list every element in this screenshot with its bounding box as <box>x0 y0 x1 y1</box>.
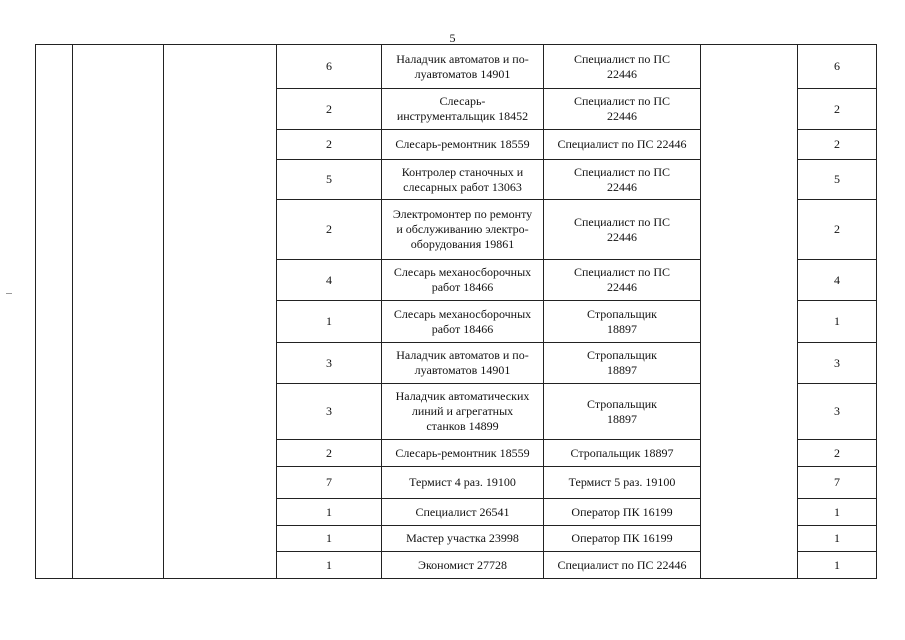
merged-cell-col1 <box>36 45 73 579</box>
page-number: 5 <box>449 31 456 45</box>
target-profession-cell: Оператор ПК 16199 <box>544 526 701 552</box>
target-profession-cell: Специалист по ПС 22446 <box>544 45 701 89</box>
profession-cell: Наладчик автоматов и по- луавтоматов 14901 <box>382 343 544 384</box>
count-cell: 1 <box>277 552 382 579</box>
total-cell: 1 <box>798 526 877 552</box>
target-profession-cell: Стропальщик 18897 <box>544 440 701 467</box>
total-cell: 3 <box>798 343 877 384</box>
total-cell: 2 <box>798 89 877 130</box>
profession-cell: Слесарь механосборочных работ 18466 <box>382 301 544 343</box>
profession-cell: Термист 4 раз. 19100 <box>382 467 544 499</box>
count-cell: 1 <box>277 301 382 343</box>
target-profession-cell: Специалист по ПС 22446 <box>544 160 701 200</box>
merged-cell-col7 <box>701 45 798 579</box>
margin-mark <box>6 293 12 294</box>
count-cell: 2 <box>277 130 382 160</box>
retraining-table <box>35 44 877 579</box>
count-cell: 1 <box>277 526 382 552</box>
count-cell: 2 <box>277 200 382 260</box>
merged-cell-col2 <box>73 45 164 579</box>
target-profession-cell: Специалист по ПС 22446 <box>544 200 701 260</box>
count-cell: 5 <box>277 160 382 200</box>
target-profession-cell: Стропальщик 18897 <box>544 343 701 384</box>
table-row <box>36 45 877 89</box>
profession-cell: Слесарь- инструментальщик 18452 <box>382 89 544 130</box>
profession-cell: Мастер участка 23998 <box>382 526 544 552</box>
total-cell: 6 <box>798 45 877 89</box>
profession-cell: Слесарь-ремонтник 18559 <box>382 440 544 467</box>
target-profession-cell: Специалист по ПС 22446 <box>544 260 701 301</box>
count-cell: 3 <box>277 384 382 440</box>
total-cell: 1 <box>798 552 877 579</box>
target-profession-cell: Стропальщик 18897 <box>544 384 701 440</box>
total-cell: 3 <box>798 384 877 440</box>
profession-cell: Слесарь-ремонтник 18559 <box>382 130 544 160</box>
total-cell: 2 <box>798 440 877 467</box>
profession-cell: Наладчик автоматов и по- луавтоматов 14901 <box>382 45 544 89</box>
count-cell: 7 <box>277 467 382 499</box>
count-cell: 6 <box>277 45 382 89</box>
total-cell: 4 <box>798 260 877 301</box>
count-cell: 2 <box>277 89 382 130</box>
total-cell: 1 <box>798 301 877 343</box>
total-cell: 1 <box>798 499 877 526</box>
target-profession-cell: Стропальщик 18897 <box>544 301 701 343</box>
total-cell: 2 <box>798 200 877 260</box>
profession-cell: Слесарь механосборочных работ 18466 <box>382 260 544 301</box>
count-cell: 4 <box>277 260 382 301</box>
target-profession-cell: Специалист по ПС 22446 <box>544 130 701 160</box>
profession-cell: Специалист 26541 <box>382 499 544 526</box>
target-profession-cell: Специалист по ПС 22446 <box>544 89 701 130</box>
total-cell: 7 <box>798 467 877 499</box>
profession-cell: Наладчик автоматических линий и агрегатных станков 14899 <box>382 384 544 440</box>
count-cell: 3 <box>277 343 382 384</box>
profession-cell: Экономист 27728 <box>382 552 544 579</box>
total-cell: 2 <box>798 130 877 160</box>
profession-cell: Электромонтер по ремонту и обслуживанию электро- оборудования 19861 <box>382 200 544 260</box>
count-cell: 2 <box>277 440 382 467</box>
table-body <box>36 45 877 579</box>
count-cell: 1 <box>277 499 382 526</box>
target-profession-cell: Термист 5 раз. 19100 <box>544 467 701 499</box>
profession-cell: Контролер станочных и слесарных работ 13063 <box>382 160 544 200</box>
total-cell: 5 <box>798 160 877 200</box>
target-profession-cell: Специалист по ПС 22446 <box>544 552 701 579</box>
target-profession-cell: Оператор ПК 16199 <box>544 499 701 526</box>
merged-cell-col3 <box>164 45 277 579</box>
